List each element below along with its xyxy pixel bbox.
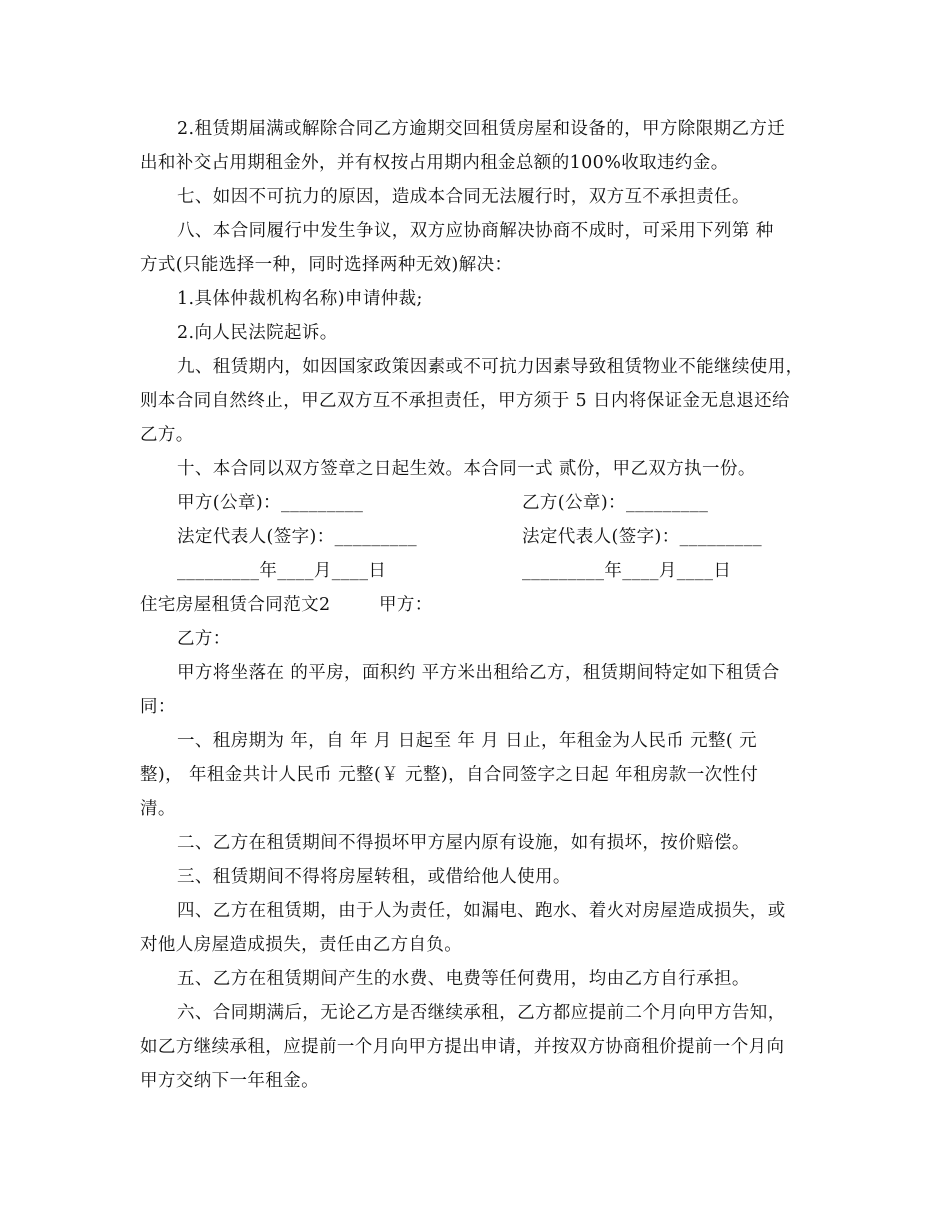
clause-7-2-line-2: 出和补交占用期租金外，并有权按占用期内租金总额的100%收取违约金。	[140, 153, 729, 173]
clause-7: 七、如因不可抗力的原因，造成本合同无法履行时，双方互不承担责任。	[177, 187, 750, 207]
rent-clause-5: 五、乙方在租赁期间产生的水费、电费等任何费用，均由乙方自行承担。	[177, 969, 750, 989]
rent-clause-2: 二、乙方在租赁期间不得损坏甲方屋内原有设施，如有损坏，按价赔偿。	[177, 833, 750, 853]
party-b-seal: 乙方(公章)：_________	[522, 493, 709, 513]
rent-clause-6-line-3: 甲方交纳下一年租金。	[140, 1071, 319, 1091]
party-b-representative: 法定代表人(签字)：_________	[522, 527, 763, 547]
second-contract-heading: 住宅房屋租赁合同范文2	[140, 595, 331, 615]
clause-9-line-2: 则本合同自然终止，甲乙双方互不承担责任，甲方须于 5 日内将保证金无息退还给	[140, 391, 790, 411]
clause-8-line-2: 方式(只能选择一种，同时选择两种无效)解决：	[140, 255, 513, 275]
party-a-date: _________年____月____日	[177, 561, 387, 581]
party-b-date: _________年____月____日	[522, 561, 732, 581]
party-a-representative: 法定代表人(签字)：_________	[177, 527, 418, 547]
rent-clause-6-line-2: 如乙方继续承租，应提前一个月向甲方提出申请，并按双方协商租价提前一个月向	[140, 1037, 785, 1057]
intro-line-1: 甲方将坐落在 的平房，面积约 平方米出租给乙方，租赁期间特定如下租赁合	[177, 663, 780, 683]
rent-clause-4-line-2: 对他人房屋造成损失，责任由乙方自负。	[140, 935, 463, 955]
clause-9-line-3: 乙方。	[140, 425, 194, 445]
clause-9-line-1: 九、租赁期内，如因国家政策因素或不可抗力因素导致租赁物业不能继续使用，	[177, 357, 804, 377]
clause-7-2-line-1: 2.租赁期届满或解除合同乙方逾期交回租赁房屋和设备的，甲方除限期乙方迁	[177, 119, 786, 139]
rent-clause-4-line-1: 四、乙方在租赁期，由于人为责任，如漏电、跑水、着火对房屋造成损失，或	[177, 901, 786, 921]
intro-line-2: 同：	[140, 697, 176, 717]
clause-8-option-2: 2.向人民法院起诉。	[177, 323, 338, 343]
rent-clause-1-line-3: 清。	[140, 799, 176, 819]
rent-clause-1-line-1: 一、租房期为 年，自 年 月 日起至 年 月 日止，年租金为人民币 元整( 元	[177, 731, 757, 751]
clause-10: 十、本合同以双方签章之日起生效。本合同一式 贰份，甲乙双方执一份。	[177, 459, 756, 479]
rent-clause-3: 三、租赁期间不得将房屋转租，或借给他人使用。	[177, 867, 571, 887]
rent-clause-6-line-1: 六、合同期满后，无论乙方是否继续承租，乙方都应提前二个月向甲方告知，	[177, 1003, 786, 1023]
rent-clause-1-line-2: 整)， 年租金共计人民币 元整(￥ 元整)，自合同签字之日起 年租房款一次性付	[140, 765, 759, 785]
clause-8-line-1: 八、本合同履行中发生争议，双方应协商解决协商不成时，可采用下列第 种	[177, 221, 774, 241]
clause-8-option-1: 1.具体仲裁机构名称)申请仲裁;	[177, 289, 423, 309]
second-contract-party-b: 乙方：	[177, 629, 231, 649]
second-contract-party-a: 甲方：	[379, 595, 433, 615]
party-a-seal: 甲方(公章)：_________	[177, 493, 364, 513]
